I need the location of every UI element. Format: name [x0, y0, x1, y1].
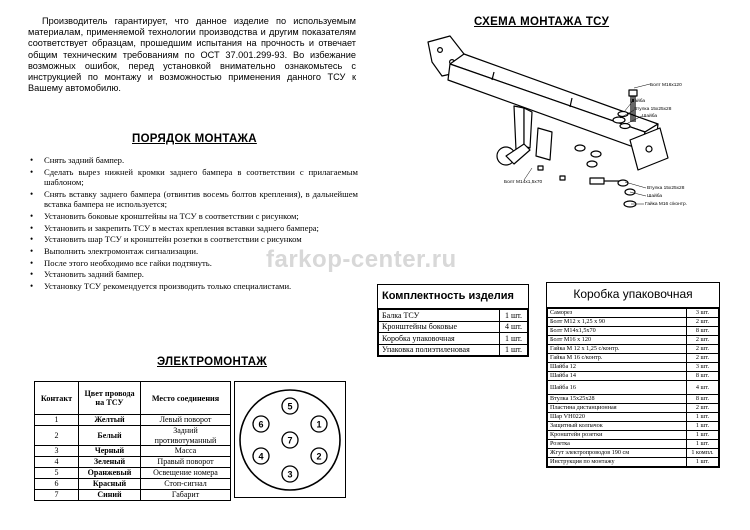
- connection-point: Правый поворот: [141, 457, 231, 468]
- part-name: Втулка 15х25х28: [548, 395, 687, 404]
- label-nut-m16: Гайка М16 с/контр.: [645, 202, 687, 207]
- part-quantity: 2 шт.: [687, 318, 719, 327]
- contact-number: 5: [35, 468, 79, 479]
- part-name: Защитный колпачок: [548, 422, 687, 431]
- contact-number: 1: [35, 415, 79, 426]
- connection-point: Габарит: [141, 490, 231, 501]
- part-quantity: 8 шт.: [687, 395, 719, 404]
- part-quantity: 1 шт.: [687, 431, 719, 440]
- table-row: [548, 372, 719, 381]
- item-quantity: 1 шт.: [500, 333, 528, 345]
- item-quantity: 1 шт.: [500, 310, 528, 322]
- electrical-title: ЭЛЕКТРОМОНТАЖ: [157, 356, 268, 368]
- part-quantity: 1 шт.: [687, 440, 719, 449]
- table-row: [548, 422, 719, 431]
- part-name: Жгут электропроводов 190 см: [548, 449, 687, 458]
- socket-pin: [311, 448, 327, 464]
- part-name: Болт М14х1,5х70: [548, 327, 687, 336]
- table-row: [35, 446, 231, 457]
- table-row: [548, 354, 719, 363]
- table-row: [35, 468, 231, 479]
- part-quantity: 3 шт.: [687, 309, 719, 318]
- socket-pin: [253, 448, 269, 464]
- table-row: [548, 318, 719, 327]
- part-quantity: 8 шт.: [687, 372, 719, 381]
- part-name: Шар VH0220: [548, 413, 687, 422]
- wire-color: Зеленый: [79, 457, 141, 468]
- wire-color: Оранжевый: [79, 468, 141, 479]
- label-washer-b: Шайба: [642, 114, 658, 119]
- socket-pinout: [234, 381, 346, 498]
- table-row: [548, 363, 719, 372]
- packaging-box-title: Коробка упаковочная: [547, 283, 719, 308]
- contact-number: 6: [35, 479, 79, 490]
- diagram-title: СХЕМА МОНТАЖА ТСУ: [474, 16, 610, 28]
- item-name: Кронштейны боковые: [379, 321, 500, 333]
- contact-number: 3: [35, 446, 79, 457]
- socket-pin: [311, 416, 327, 432]
- installation-title: ПОРЯДОК МОНТАЖА: [132, 133, 257, 145]
- label-bolt-m16: Болт М16х120: [650, 83, 682, 88]
- tow-hitch-diagram: [420, 28, 720, 228]
- wire-color: Желтый: [79, 415, 141, 426]
- part-quantity: 2 шт.: [687, 336, 719, 345]
- socket-pin: [282, 466, 298, 482]
- step-item: • Сделать вырез нижней кромки заднего бампера в соответствии с прилагаемым шаблоном;: [28, 167, 358, 188]
- part-quantity: 3 шт.: [687, 363, 719, 372]
- part-name: Розетка: [548, 440, 687, 449]
- table-row: [548, 413, 719, 422]
- table-row: [35, 415, 231, 426]
- connection-point: Стоп-сигнал: [141, 479, 231, 490]
- table-row: [379, 344, 528, 356]
- part-quantity: 2 шт.: [687, 404, 719, 413]
- part-quantity: 1 компл.: [687, 449, 719, 458]
- label-bushing-a: Втулка 15х25х28: [634, 107, 672, 112]
- part-quantity: 1 шт.: [687, 413, 719, 422]
- table-row: [548, 336, 719, 345]
- part-name: Инструкция по монтажу: [548, 458, 687, 467]
- label-bolt-m14: Болт М14х1,5х70: [504, 180, 543, 185]
- column-header-contact: Контакт: [35, 382, 79, 415]
- part-quantity: 1 шт.: [687, 458, 719, 467]
- svg-text:1: 1: [316, 419, 322, 430]
- wire-color: Красный: [79, 479, 141, 490]
- part-name: Болт М16 х 120: [548, 336, 687, 345]
- table-row: [548, 458, 719, 467]
- label-washer-a: Шайба: [630, 99, 646, 104]
- part-name: Гайка М 16 с/контр.: [548, 354, 687, 363]
- kit-contents-title: Комплектность изделия: [378, 285, 528, 309]
- contact-number: 2: [35, 426, 79, 446]
- step-item: • После этого необходимо все гайки подтянуть.: [28, 258, 358, 268]
- table-row: [35, 457, 231, 468]
- connection-point: Задний противотуманный: [141, 426, 231, 446]
- contact-number: 4: [35, 457, 79, 468]
- step-item: • Выполнить электромонтаж сигнализации.: [28, 246, 358, 256]
- part-name: Шайба 16: [548, 381, 687, 395]
- contact-number: 7: [35, 490, 79, 501]
- svg-text:5: 5: [287, 401, 293, 412]
- table-row: [548, 327, 719, 336]
- packaging-box-table: [546, 282, 720, 468]
- table-row: [35, 490, 231, 501]
- column-header-wire-color: Цвет провода на ТСУ: [79, 382, 141, 415]
- connection-point: Масса: [141, 446, 231, 457]
- item-quantity: 4 шт.: [500, 321, 528, 333]
- watermark: farkop-center.ru: [266, 246, 457, 273]
- svg-text:4: 4: [258, 451, 264, 462]
- part-quantity: 2 шт.: [687, 354, 719, 363]
- socket-pin: [282, 398, 298, 414]
- svg-text:7: 7: [287, 435, 293, 446]
- step-item: • Установить задний бампер.: [28, 269, 358, 279]
- item-name: Балка ТСУ: [379, 310, 500, 322]
- label-bushing-b: Втулка 15х25х28: [647, 186, 685, 191]
- table-row: [548, 431, 719, 440]
- table-row: [548, 309, 719, 318]
- table-row: [548, 449, 719, 458]
- part-name: Шайба 14: [548, 372, 687, 381]
- socket-pin: [282, 432, 298, 448]
- socket-pin: [253, 416, 269, 432]
- part-quantity: 2 шт.: [687, 345, 719, 354]
- step-item: • Установить и закрепить ТСУ в местах крепления вставки заднего бампера;: [28, 223, 358, 233]
- step-item: • Установить шар ТСУ и кронштейн розетки в соответствии с рисунком: [28, 234, 358, 244]
- table-row: [379, 310, 528, 322]
- svg-text:2: 2: [316, 451, 322, 462]
- column-header-connection: Место соединения: [141, 382, 231, 415]
- table-row: [379, 333, 528, 345]
- item-name: Коробка упаковочная: [379, 333, 500, 345]
- wiring-table: [34, 381, 231, 501]
- part-name: Саморез: [548, 309, 687, 318]
- part-quantity: 4 шт.: [687, 381, 719, 395]
- item-name: Упаковка полиэтиленовая: [379, 344, 500, 356]
- warranty-paragraph: Производитель гарантирует, что данное изделие по используемым материалам, применяемой технологии производства и другим показателям соответствует образцам, прошедшим испытания на прочность и отвечает общим техническим требованиям по ОСТ 37.001.299-93. Во избежание возможных ошибок, перед установкой внимательно ознакомьтесь с инструкцией по монтажу и возможностью применения данного ТСУ к Вашему автомобилю.: [28, 16, 356, 94]
- wire-color: Белый: [79, 426, 141, 446]
- connection-point: Левый поворот: [141, 415, 231, 426]
- connection-point: Освещение номера: [141, 468, 231, 479]
- table-row: [35, 479, 231, 490]
- table-row: [35, 426, 231, 446]
- part-name: Пластина дистанционная: [548, 404, 687, 413]
- step-item: • Снять задний бампер.: [28, 155, 358, 165]
- part-quantity: 1 шт.: [687, 422, 719, 431]
- svg-text:3: 3: [287, 469, 293, 480]
- svg-text:6: 6: [258, 419, 264, 430]
- socket-diagram: [235, 382, 345, 497]
- part-name: Шайба 12: [548, 363, 687, 372]
- step-item: • Установку ТСУ рекомендуется производить только специалистами.: [28, 281, 358, 291]
- wire-color: Черный: [79, 446, 141, 457]
- part-name: Кронштейн розетки: [548, 431, 687, 440]
- table-row: [548, 404, 719, 413]
- wire-color: Синий: [79, 490, 141, 501]
- kit-contents-table: [377, 284, 529, 357]
- item-quantity: 1 шт.: [500, 344, 528, 356]
- label-washer-c: Шайба: [647, 194, 663, 199]
- table-row: [548, 345, 719, 354]
- part-quantity: 8 шт.: [687, 327, 719, 336]
- part-name: Гайка М 12 х 1,25 с/контр.: [548, 345, 687, 354]
- table-row: [548, 440, 719, 449]
- table-row: [548, 381, 719, 395]
- table-header-row: [35, 382, 231, 415]
- step-item: • Установить боковые кронштейны на ТСУ в соответствии с рисунком;: [28, 211, 358, 221]
- table-row: [379, 321, 528, 333]
- table-row: [548, 395, 719, 404]
- step-item: • Снять вставку заднего бампера (отвинтив восемь болтов крепления), в дальнейшем вставка бампера не используется;: [28, 189, 358, 210]
- part-name: Болт М12 х 1,25 х 90: [548, 318, 687, 327]
